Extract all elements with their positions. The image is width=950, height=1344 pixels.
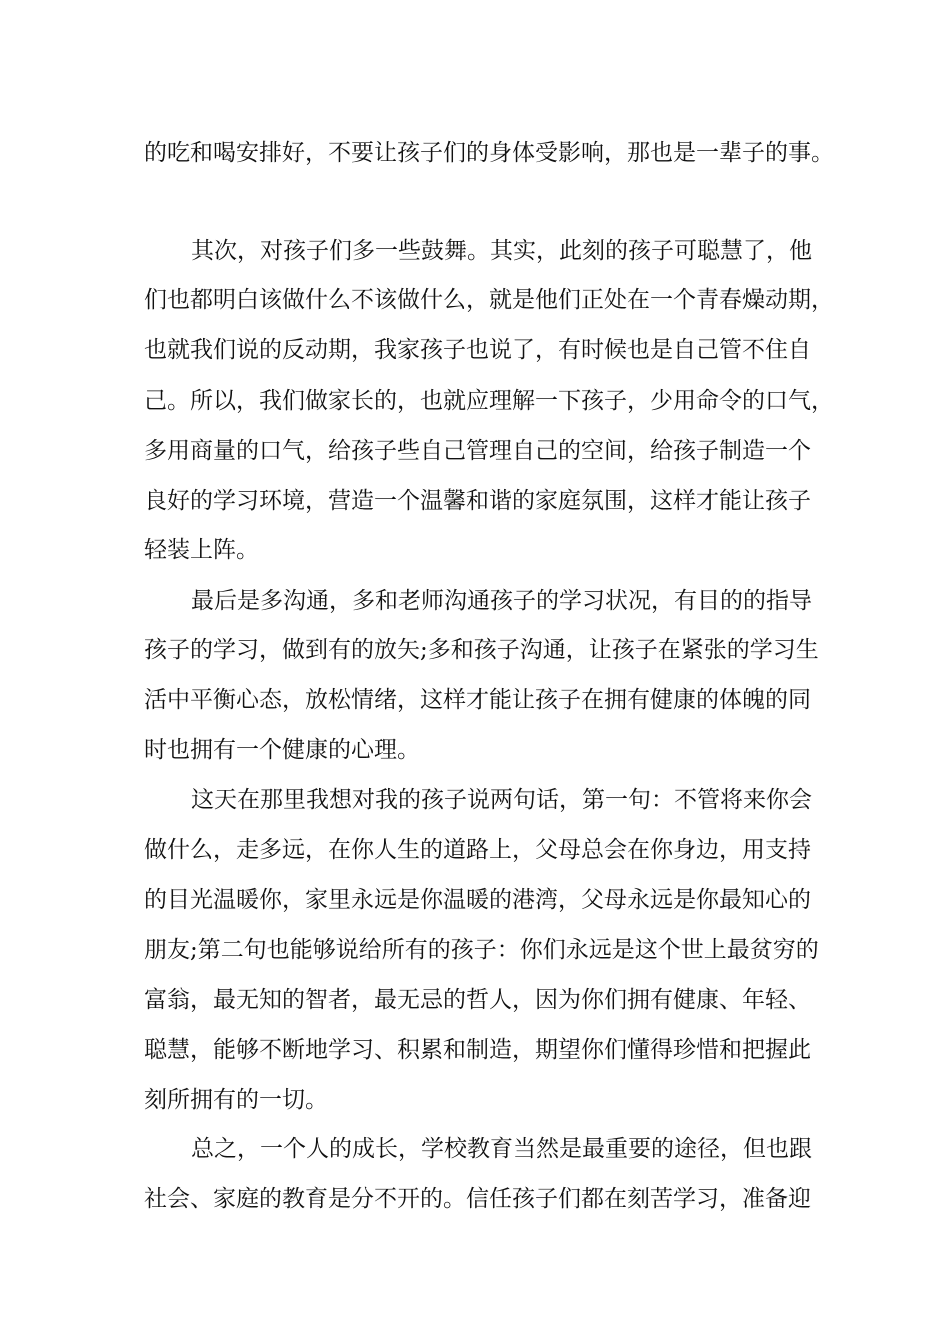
text-line: 多用商量的口气，给孩子些自己管理自己的空间，给孩子制造一个 [144,438,811,464]
text-line: 轻装上阵。 [144,537,259,563]
text-line: 的目光温暖你，家里永远是你温暖的港湾，父母永远是你最知心的 [144,887,811,913]
text-line: 孩子的学习，做到有的放矢;多和孩子沟通，让孩子在紧张的学习生 [144,637,819,663]
text-line: 朋友;第二句也能够说给所有的孩子：你们永远是这个世上最贫穷的 [144,937,819,963]
text-line: 其次，对孩子们多一些鼓舞。其实，此刻的孩子可聪慧了，他 [191,238,812,264]
text-line: 良好的学习环境，营造一个温馨和谐的家庭氛围，这样才能让孩子 [144,488,811,514]
text-line: 总之，一个人的成长，学校教育当然是最重要的途径，但也跟 [191,1136,812,1162]
text-line: 聪慧，能够不断地学习、积累和制造，期望你们懂得珍惜和把握此 [144,1037,811,1063]
text-line: 做什么，走多远，在你人生的道路上，父母总会在你身边，用支持 [144,837,811,863]
text-line: 己。所以，我们做家长的，也就应理解一下孩子，少用命令的口气， [144,388,834,414]
text-line: 的吃和喝安排好，不要让孩子们的身体受影响，那也是一辈子的事。 [144,140,834,166]
text-line: 刻所拥有的一切。 [144,1087,328,1113]
text-line: 最后是多沟通，多和老师沟通孩子的学习状况，有目的的指导 [191,588,812,614]
text-line: 社会、家庭的教育是分不开的。信任孩子们都在刻苦学习，准备迎 [144,1186,811,1212]
text-line: 富翁，最无知的智者，最无忌的哲人，因为你们拥有健康、年轻、 [144,987,811,1013]
text-line: 这天在那里我想对我的孩子说两句话，第一句：不管将来你会 [191,787,812,813]
text-line: 活中平衡心态，放松情绪，这样才能让孩子在拥有健康的体魄的同 [144,687,811,713]
text-line: 们也都明白该做什么不该做什么，就是他们正处在一个青春燥动期， [144,287,834,313]
text-line: 时也拥有一个健康的心理。 [144,737,420,763]
text-line: 也就我们说的反动期，我家孩子也说了，有时候也是自己管不住自 [144,337,811,363]
